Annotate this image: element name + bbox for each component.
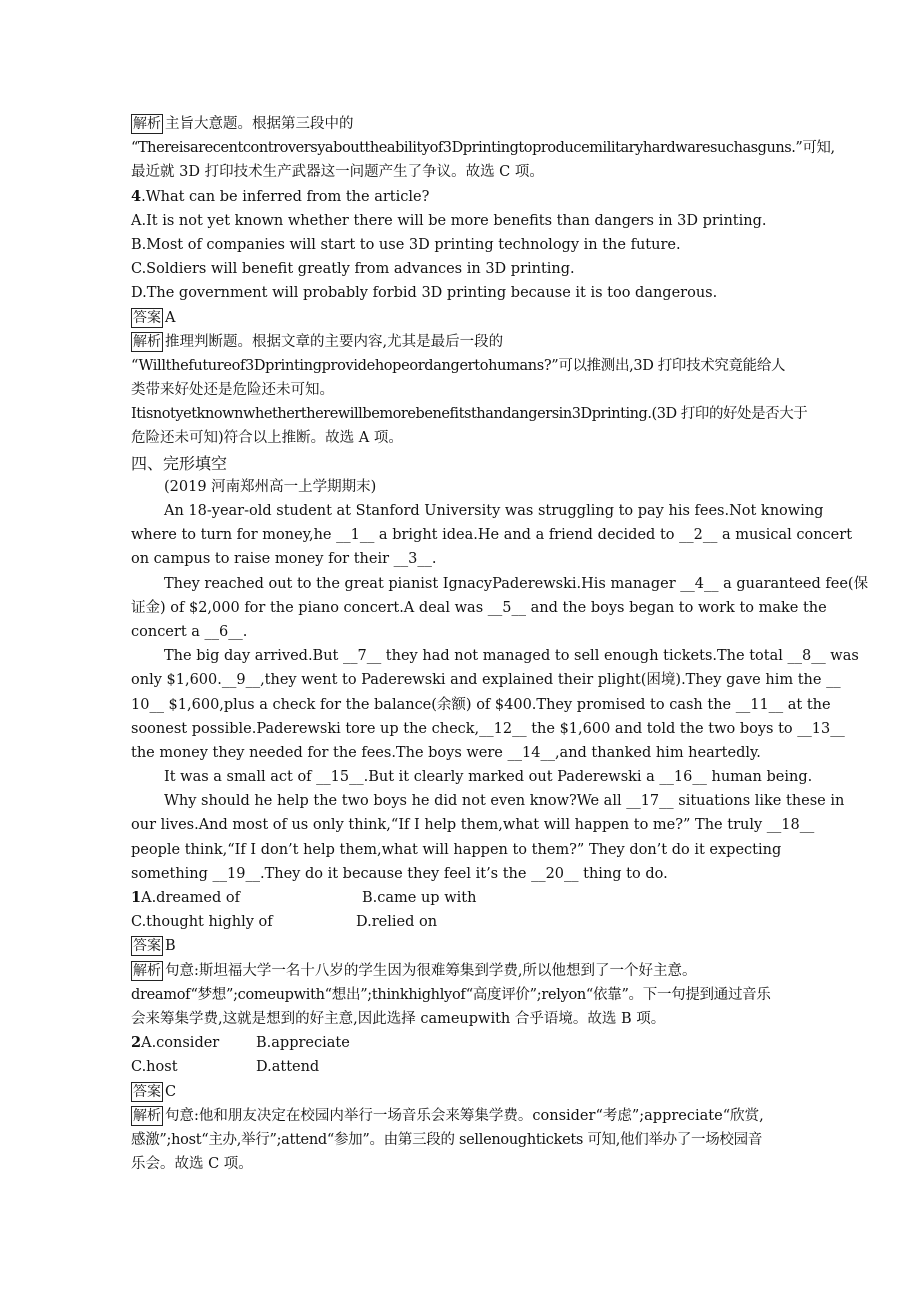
answer-tag: 答案: [133, 1083, 161, 1100]
c2-analysis-line-2: 感激”;host“主办,举行”;attend“参加”。由第三段的 sellenoughtickets 可知,他们举办了一场校园音: [131, 1131, 763, 1148]
q4-option-c: C.Soldiers will benefit greatly from advances in 3D printing.: [131, 261, 575, 278]
answer-tag: 答案: [133, 309, 161, 326]
c1-options-row-1: 1A.dreamed of B.came up with: [131, 889, 477, 906]
analysis-tag: 解析: [133, 116, 161, 132]
passage-line: Why should he help the two boys he did not even know?We all __17__ situations like these in: [164, 793, 845, 810]
passage-line: the money they needed for the fees.The boys were __14__,and thanked him heartedly.: [131, 744, 761, 761]
q4-answer: 答案 A: [133, 309, 176, 326]
passage-line: It was a small act of __15__.But it clearly marked out Paderewski a __16__ human being.: [164, 769, 813, 786]
answer-tag: 答案: [133, 938, 161, 955]
passage-line: something __19__.They do it because they feel it’s the __20__ thing to do.: [131, 865, 668, 882]
c1-options-row-2: C.thought highly of D.relied on: [131, 914, 438, 931]
q3-analysis-line-3: 最近就 3D 打印技术生产武器这一问题产生了争议。故选 C 项。: [131, 164, 544, 181]
q4-analysis-line-2: “Willthefutureof3Dprintingprovidehopeordangertohumans?”可以推测出,3D 打印技术究竟能给人: [131, 357, 786, 374]
q4-option-b: B.Most of companies will start to use 3D printing technology in the future.: [131, 236, 681, 253]
q4-option-a: A.It is not yet known whether there will be more benefits than dangers in 3D printing.: [131, 212, 767, 229]
c2-options-row-2: C.host D.attend: [131, 1059, 320, 1076]
q4-analysis-line-5: 危险还未可知)符合以上推断。故选 A 项。: [131, 430, 403, 447]
passage-line: soonest possible.Paderewski tore up the check,__12__ the $1,600 and told the two boys to __13__: [131, 720, 845, 737]
passage-line: They reached out to the great pianist IgnacyPaderewski.His manager __4__ a guaranteed fee(保: [164, 575, 869, 592]
passage-line: people think,“If I don’t help them,what will happen to them?” They don’t do it expecting: [131, 841, 782, 858]
q4-option-d: D.The government will probably forbid 3D printing because it is too dangerous.: [131, 285, 718, 302]
passage-line: An 18-year-old student at Stanford University was struggling to pay his fees.Not knowing: [164, 503, 824, 519]
passage-line: where to turn for money,he __1__ a bright idea.He and a friend decided to __2__ a musical concert: [131, 527, 853, 544]
c2-options-row-1: 2A.consider B.appreciate: [131, 1034, 350, 1052]
passage-line: only $1,600.__9__,they went to Paderewski and explained their plight(困境).They gave him the __: [131, 672, 841, 689]
passage-line: concert a __6__.: [131, 623, 248, 640]
passage-source: (2019 河南郑州高一上学期期末): [164, 478, 377, 495]
q3-analysis-line-2: “Thereisarecentcontroversyabouttheabilityof3Dprintingtoproducemilitaryhardwaresuchasguns.”可知,: [131, 140, 835, 157]
q3-analysis-line-1: 解析 主旨大意题。根据第三段中的: [133, 116, 354, 132]
c1-analysis-line-3: 会来筹集学费,这就是想到的好主意,因此选择 cameupwith 合乎语境。故选 B 项。: [131, 1010, 666, 1027]
section-title: 四、完形填空: [131, 453, 228, 473]
passage-line: 证金) of $2,000 for the piano concert.A deal was __5__ and the boys began to work to make the: [131, 599, 827, 616]
passage-line: our lives.And most of us only think,“If I help them,what will happen to me?” The truly __18__: [131, 817, 815, 834]
document-page: [131, 112, 869, 1176]
q4-analysis-line-1: 解析 推理判断题。根据文章的主要内容,尤其是最后一段的: [133, 333, 504, 350]
passage-line: 10__ $1,600,plus a check for the balance(余额) of $400.They promised to cash the __11__ at the: [131, 696, 831, 713]
q4-stem: 4.What can be inferred from the article?: [131, 187, 430, 205]
c2-analysis-line-3: 乐会。故选 C 项。: [131, 1156, 253, 1173]
q4-analysis-line-4: Itisnotyetknownwhethertherewillbemorebenefitsthandangersin3Dprinting.(3D 打印的好处是否大于: [131, 406, 808, 423]
c1-analysis-line-1: 解析 句意:斯坦福大学一名十八岁的学生因为很难筹集到学费,所以他想到了一个好主意。: [133, 962, 697, 979]
analysis-tag: 解析: [133, 1107, 161, 1124]
c1-answer: 答案 B: [133, 938, 176, 955]
c2-analysis-line-1: 解析 句意:他和朋友决定在校园内举行一场音乐会来筹集学费。consider“考虑”;appreciate“欣赏,: [133, 1107, 764, 1124]
c2-answer: 答案 C: [133, 1083, 177, 1100]
q4-analysis-line-3: 类带来好处还是危险还未可知。: [131, 382, 334, 399]
analysis-tag: 解析: [133, 962, 161, 979]
passage-line: The big day arrived.But __7__ they had not managed to sell enough tickets.The total __8__ was: [164, 648, 859, 665]
c1-analysis-line-2: dreamof“梦想”;comeupwith“想出”;thinkhighlyof“高度评价”;relyon“依靠”。下一句提到通过音乐: [131, 986, 771, 1003]
analysis-tag: 解析: [133, 333, 161, 350]
passage-line: on campus to raise money for their __3__.: [131, 551, 437, 568]
